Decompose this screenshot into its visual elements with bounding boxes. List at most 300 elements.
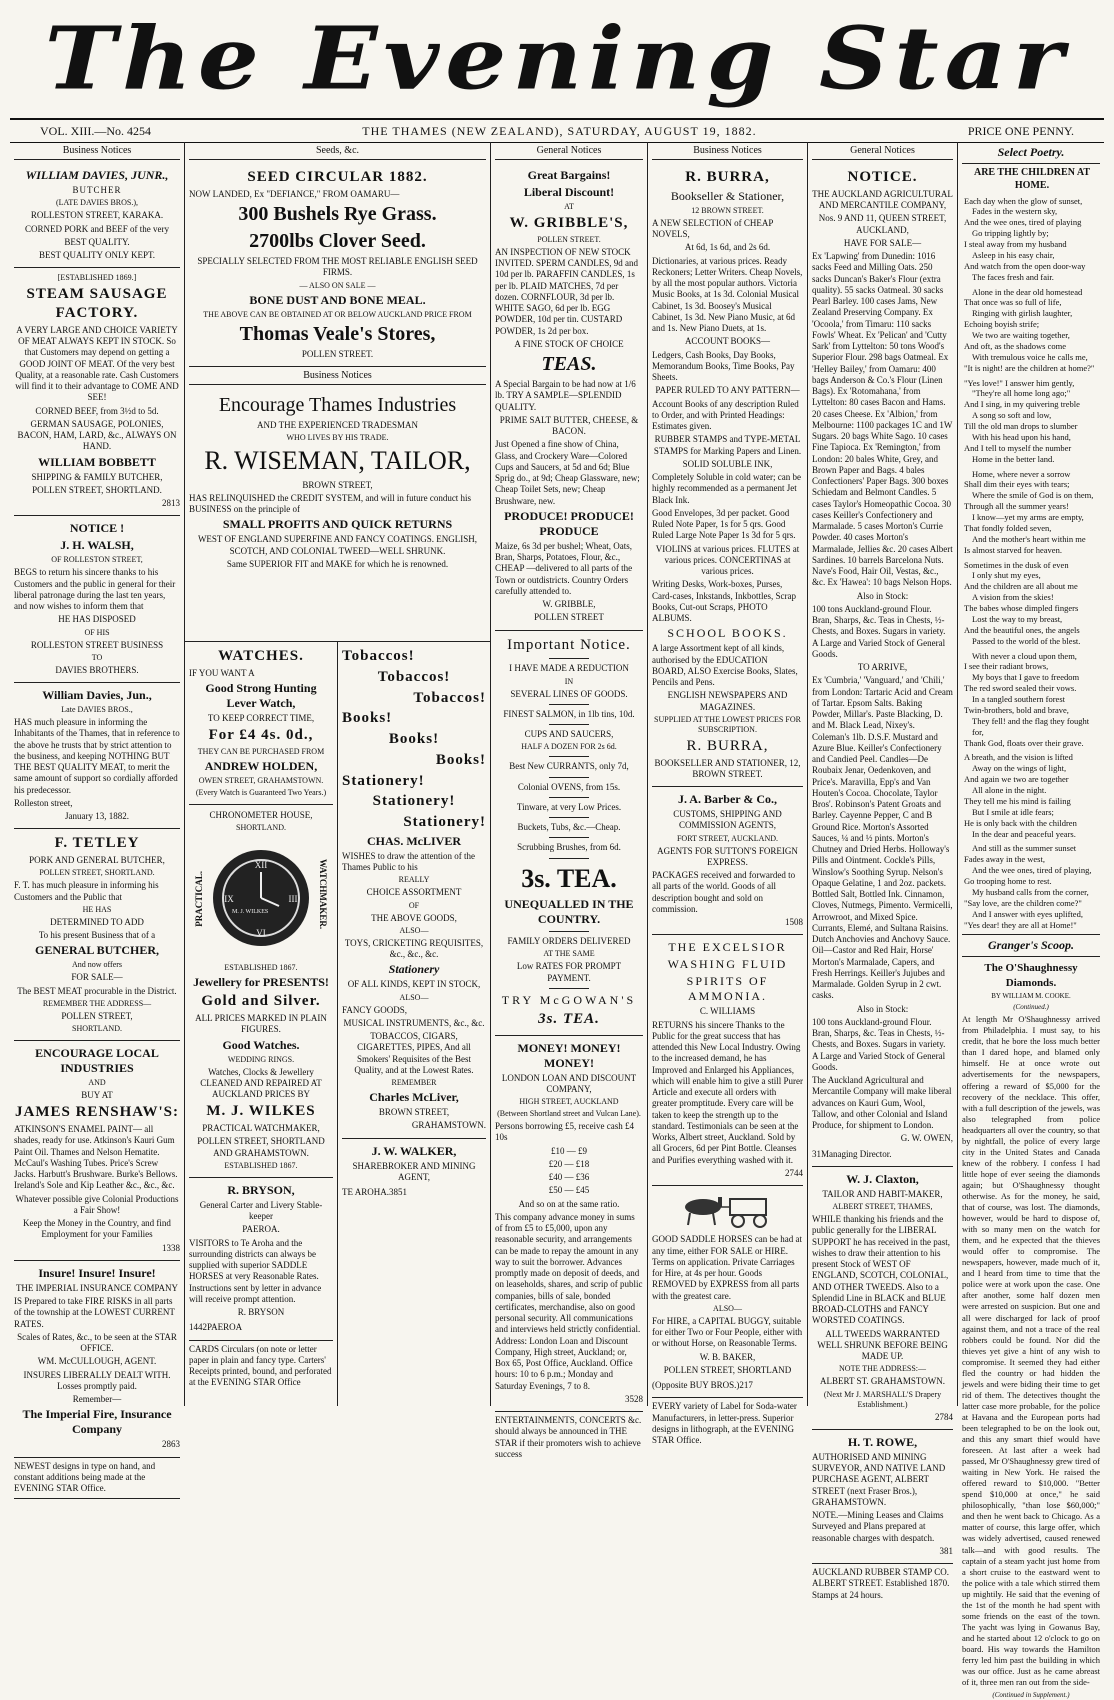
ad-number: 217	[739, 1380, 753, 1390]
poem-line: Shall dim their eyes with tears;	[964, 479, 1070, 490]
ad-line: TE AROHA.	[342, 1187, 389, 1197]
ad-name: ANDREW HOLDEN,	[204, 759, 318, 773]
ad-line: And now offers	[71, 960, 123, 970]
ad-rubber-stamp: AUCKLAND RUBBER STAMP CO. ALBERT STREET. Established 1870. Stamps at 24 hours.	[812, 1567, 950, 1600]
ad-line: ESTABLISHED 1867.	[224, 1160, 298, 1170]
poem-line: Fades in the western sky,	[972, 206, 1058, 217]
poem-line: Passed to the world of the blest.	[972, 635, 1081, 646]
ad-line: THE ABOVE GOODS,	[371, 912, 457, 923]
poem-line: And still as the summer sunset	[972, 843, 1077, 854]
ad-line: C. WILLIAMS	[699, 1006, 756, 1017]
poem-line: All alone in the night.	[972, 785, 1047, 796]
ad-line: Jewellery for PRESENTS!	[193, 975, 329, 990]
ad-number: 3528	[625, 1393, 643, 1404]
ad-line: OF HIS	[84, 627, 110, 637]
ad-line: HIGH STREET, AUCKLAND	[519, 1097, 619, 1106]
ad-name: R. BURRA,	[686, 737, 769, 754]
ad-line: WM. McCULLOUGH, AGENT.	[37, 1356, 157, 1367]
poem-line: He is only back with the children	[964, 817, 1077, 828]
ad-wiseman	[189, 388, 486, 576]
ad-walsh	[14, 516, 180, 683]
ad-line: TOBACCOS, CIGARS, CIGARETTES, PIPES, And all Smokers' Requisites of the Best Quality, and at the Lowest Rates.	[354, 1031, 474, 1075]
poem-line: They tell me his mind is failing	[964, 795, 1071, 806]
ad-line: SHAREBROKER AND MINING AGENT,	[352, 1160, 476, 1182]
ad-line: And so on at the same ratio.	[518, 1198, 620, 1209]
ad-number: 1338	[162, 1242, 180, 1253]
ad-line: Remember—	[72, 1394, 122, 1404]
poem-line: With never a cloud upon them,	[972, 650, 1077, 661]
ad-number: 2863	[162, 1439, 180, 1450]
ad-name: H. T. ROWE,	[847, 1434, 918, 1449]
poem-line: And oft, as the shadows come	[964, 340, 1066, 351]
ad-line: SOLID SOLUBLE INK,	[682, 458, 773, 469]
ad-title: NOTICE.	[847, 169, 918, 185]
ad-line: SCHOOL BOOKS.	[667, 626, 788, 641]
ad-line: Watches, Clocks & Jewellery CLEANED AND REPAIRED AT AUCKLAND PRICES BY	[200, 1066, 322, 1099]
ad-line: THE IMPERIAL INSURANCE COMPANY	[15, 1282, 179, 1293]
dateline	[10, 118, 1104, 143]
poem-line: "Yes dear! they are all at Home!"	[964, 919, 1077, 930]
ad-line: BOOKSELLER AND STATIONER, 12, BROWN STREET.	[654, 757, 801, 779]
ad-line: (Opposite BUY BROS.)	[652, 1380, 740, 1390]
poem-line: Ringing with girlish laughter,	[972, 308, 1073, 319]
ad-body: Ledgers, Cash Books, Day Books, Memorandum Books, Time Books, Pay Sheets.	[652, 349, 795, 382]
ad-line: TAILOR AND HABIT-MAKER,	[822, 1188, 943, 1199]
masthead	[0, 0, 1114, 118]
column-header: Business Notices	[189, 367, 486, 385]
ad-watches	[189, 642, 333, 805]
poem-line: And again we two are together	[964, 774, 1069, 785]
ad-line: AT	[564, 202, 574, 211]
poem-line: We two are waiting together,	[972, 330, 1070, 341]
ad-line: January 13, 1882.	[65, 811, 129, 821]
column-6	[958, 142, 1104, 1700]
ad-body: HAS much pleasure in informing the Inhabitants of the Thames, that in reference to the above he trusts that by strict attention to the business, and keeping NOTHING BUT THE BEST QUALITY MEAT, to merit the same amount of support so cordially afforded his predecessor.	[14, 717, 180, 795]
poem-line: Thank God, floats over their grave.	[964, 737, 1084, 748]
ad-line: (Between Shortland street and Vulcan Lane).	[497, 1109, 641, 1118]
ad-line: Stationery!	[372, 793, 456, 810]
ad-body: PACKAGES received and forwarded to all parts of the world. Goods of all description bought and sold on commission.	[652, 870, 796, 914]
ad-number: 3851	[389, 1187, 407, 1197]
ad-cards: CARDS Circulars (on note or letter paper in plain and fancy type. Carters' Receipts printed, bound, and perforated at the EVENING STAR Office	[189, 1343, 332, 1388]
column-header: Business Notices	[652, 142, 803, 160]
column-header: Seeds, &c.	[189, 142, 486, 160]
ad-line: FANCY GOODS,	[342, 1004, 408, 1015]
poem-line: The babes whose dimpled fingers	[964, 603, 1079, 614]
ad-line: PRODUCE! PRODUCE! PRODUCE	[504, 508, 634, 538]
ad-line: LONDON LOAN AND DISCOUNT COMPANY,	[501, 1072, 637, 1094]
ad-line: Scrubbing Brushes, from 6d.	[517, 842, 621, 853]
ad-line: GRAHAMSTOWN.	[411, 1120, 486, 1131]
ad-line: (LATE DAVIES BROS.),	[55, 198, 139, 208]
ad-body: This company advance money in sums of from £5 to £5,000, upon any reasonable security, and arrangements can be made to repay the amount in any way to suit the borrower. Advances promptly made on deposit of deeds, and on leaseholds, shares, and scrip of public companies, bills of sale, bonded certificates, merchandise, also on good personal security. All communications and interviews held strictly confidential. Address: London Loan and Discount Company, High street, Auckland; or, Box 65, Post Office, Auckland. Office hours: 10 to 6 p.m.; Monday and Saturday Evenings, 7 to 8.	[495, 1211, 643, 1391]
ad-line: Scales of Rates, &c., to be seen at the STAR OFFICE.	[17, 1331, 177, 1353]
ad-line: Bookseller & Stationer,	[670, 188, 785, 203]
rate-row: £50 — £45	[548, 1185, 590, 1196]
ad-line: PAEROA.	[242, 1224, 280, 1235]
ad-line: Best New CURRANTS, only 7d,	[509, 761, 629, 772]
poem-line: "They're all home long ago;"	[972, 388, 1071, 399]
poem-line: With his head upon his hand,	[972, 431, 1071, 442]
ad-body: Just Opened a fine show of China, Glass, and Crockery Ware—Colored Cups and Saucers, at 5d and 6d; Blue Sprig do., at 9d; Cheap Glassware, new; Cheap Toilet Sets, new; Cheap Brushware, new.	[495, 439, 640, 506]
story-continued: (Continued.)	[1013, 1003, 1049, 1012]
ad-line: Liberal Discount!	[523, 185, 615, 199]
ad-line: THE EXCELSIOR	[668, 940, 787, 955]
poem-title: ARE THE CHILDREN AT HOME.	[973, 167, 1091, 191]
poem-line: I only shut my eyes,	[972, 570, 1041, 581]
ad-body: F. T. has much pleasure in informing his Customers and the Public that	[14, 880, 159, 902]
ad-line: The BEST MEAT procurable in the District.	[17, 985, 177, 996]
ad-rowe	[812, 1430, 953, 1564]
ad-number: 2813	[162, 498, 180, 508]
ad-burra	[652, 163, 803, 787]
ad-line: — ALSO ON SALE —	[299, 280, 376, 290]
column-header: Granger's Scoop.	[962, 934, 1100, 957]
rate-row: £10 — £9	[551, 1145, 587, 1156]
volume-number: VOL. XIII.—No. 4254	[40, 123, 151, 138]
ad-line: (Next Mr J. MARSHALL'S Drapery Establishment.)	[823, 1389, 942, 1409]
ad-line: POLLEN STREET, SHORTLAND AND GRAHAMSTOWN.	[197, 1136, 325, 1158]
svg-text:III: III	[288, 894, 298, 905]
ad-line: SPECIALLY SELECTED FROM THE MOST RELIABLE ENGLISH SEED FIRMS.	[197, 256, 478, 278]
ad-walker	[342, 1139, 486, 1205]
story-body: At length Mr O'Shaughnessy arrived from Philadelphia. I must say, to his credit, that he bore the loss much better than I dared hope, and blamed only himself. He at once wrote out advertisements for the newspapers, offering a reward of $5,000 for the recovery of the necklace. This offer, with a full description of the jewels, was also telegraphed from police headquarters all over the country, so that by nightfall, the police of every large city in the United States and Canada knew of the robbery. I confess I had little hope of ever seeing the diamonds again; but O'Shaughnessy thought otherwise. As for the money, he said, that of course, was lost. The diamonds, however, would be hard to dispose of, with so many men on the watch for them, and he expected that the thieves would offer to compromise. The newspapers, however, made much of it, and I heard from time to time that the police were at work upon the case. One after another, some half dozen men were arrested on suspicion. But one and all were discharged for lack of proof against them, and not a trace of the real robbers could be found. Nor did the thieves yet give a hint of any wish to compromise. It seemed they had either fled the country or had hidden the jewels and were biding their time to get rid of them. The detectives thought the latter case more probable, for the police at Havana and the European ports had been telegraphed to be on the look out, and this any smart thief would have foreseen. At last after a week had passed, Mr O'Shaughnessy grew tired of waiting in New York. He raised the offered reward to $10,000. "Better spend $10,000 at once," he said philosophically, "than lose $60,000;" and then he went back to Chicago. As a matter of course, this large offer, which was widely advertised, caused renewed talk—and with good results. The captain of a steam yacht just home from a short cruise to the eastward went to the police with a tale which stirred them up mightily. He said that the evening of the 1st of the month he had spent with some friends on the east of the town. The yacht was lying in Gowanus Bay, and he started about 12 o'clock to go on board. His way towards the Hamilton ferry led him past the building in which was our office. Just as he came abreast of it, three men ran out from the side-	[962, 1014, 1100, 1688]
ad-line: Same SUPERIOR FIT and MAKE for which he is renowned.	[226, 558, 449, 569]
ad-line: Nos. 9 AND 11, QUEEN STREET, AUCKLAND,	[818, 213, 947, 235]
ad-line: SMALL PROFITS AND QUICK RETURNS	[222, 517, 453, 532]
ad-line: Also in Stock:	[856, 1003, 909, 1014]
ad-line: HALF A DOZEN FOR 2s 6d.	[521, 742, 617, 752]
ad-number: 381	[939, 1545, 953, 1556]
ad-important-notice	[495, 631, 643, 1036]
poem-line: And I answer with eyes uplifted,	[972, 908, 1083, 919]
ad-name: W. GRIBBLE'S,	[509, 215, 629, 231]
ad-line: SHORTLAND.	[236, 823, 286, 833]
ad-line: Great Bargains!	[527, 168, 611, 182]
ad-line: FORT STREET, AUCKLAND.	[676, 833, 778, 843]
ad-davies-butcher	[14, 163, 180, 268]
ad-chronometer-house	[189, 805, 333, 1178]
poem	[962, 167, 1100, 930]
ad-body: AN INSPECTION OF NEW STOCK INVITED. SPERM CANDLES, 9d and 10d per lb. PARAFFIN CANDLES, 1s per lb. PLAID MATCHES, 7d per dozen. CORNFLOUR, 3d per lb. WHITE SAGO, 6d per lb. EGG POWDER, 10d per tin. CUSTARD POWDER, 1s 2d per box.	[495, 246, 638, 336]
column-3	[491, 142, 648, 1459]
ad-line: ALSO—	[399, 925, 429, 935]
ad-line: FOR SALE—	[71, 972, 123, 983]
ad-line: SEVERAL LINES OF GOODS.	[510, 688, 628, 699]
ad-money	[495, 1036, 643, 1413]
ad-excelsior	[652, 935, 803, 1186]
ad-line: Stationery	[388, 962, 440, 977]
poem-line: That once was so full of life,	[964, 297, 1062, 308]
ad-line: MUSICAL INSTRUMENTS, &c., &c.	[343, 1017, 485, 1028]
column-1	[10, 142, 185, 1493]
ad-line: CORNED BEEF, from 3½d to 5d.	[35, 405, 159, 416]
rate-row: £20 — £18	[548, 1158, 590, 1169]
column-header: Select Poetry.	[962, 142, 1100, 164]
ad-line: Late DAVIES BROS.,	[61, 705, 133, 714]
ad-line: POLLEN STREET	[534, 612, 604, 623]
poem-line: Where the smile of God is on them,	[972, 490, 1094, 501]
ad-line: UNEQUALLED IN THE COUNTRY.	[504, 897, 634, 926]
poem-line: In a tangled southern forest	[972, 694, 1065, 705]
ad-line: POLLEN STREET, SHORTLAND.	[39, 868, 155, 878]
ad-line: A Special Bargain to be had now at 1/6 lb. TRY A SAMPLE—SPLENDID QUALITY.	[495, 379, 636, 412]
column-2b-lower	[338, 642, 491, 1406]
ad-line: PAPER RULED TO ANY PATTERN—	[655, 385, 800, 396]
ad-body: AUTHORISED AND MINING SURVEYOR, AND NATIVE LAND PURCHASE AGENT, ALBERT STREET (next Fraser Bros.), GRAHAMSTOWN.	[812, 1451, 946, 1507]
ad-body: GOOD SADDLE HORSES can be had at any time, either FOR SALE or HIRE. Terms on application. Private Carriages for Hire, at 4s per hour. Goods REMOVED by EXPRESS from all parts with the greatest care.	[652, 1234, 802, 1301]
ad-body: The Auckland Agricultural and Mercantile Company will make liberal advances on Kauri Gum, Wool, Tallow, and other Colonial and Island Produce, for shipment to London.	[812, 1075, 952, 1130]
ad-line: BUY AT	[81, 1090, 113, 1100]
ad-body: IS Prepared to take FIRE RISKS in all parts of the township at the LOWEST CURRENT RATES.	[14, 1296, 175, 1329]
ad-line: BEST QUALITY.	[64, 236, 130, 247]
poem-line: Each day when the glow of sunset,	[964, 195, 1083, 206]
ad-line: Tobaccos!	[413, 689, 486, 706]
ad-line: THEY CAN BE PURCHASED FROM	[197, 747, 325, 756]
ad-line: Good Watches.	[222, 1037, 300, 1052]
ad-line: 2700lbs Clover Seed.	[249, 230, 426, 252]
ad-line: Books!	[435, 751, 486, 768]
ad-body: Completely Soluble in cold water; can be highly recommended as a permanent Jet Black Ink.	[652, 472, 801, 505]
ad-line: IF YOU WANT A	[189, 667, 255, 678]
column-header: General Notices	[812, 142, 953, 160]
ad-body: Dictionaries, at various prices. Ready Reckoners; Letter Writers. Cheap Novels, by all the most popular authors. Victoria Music Books, at 1s 3d. Colonial Musical Cabinet, 1s 3d. Boosey's Musical Cabinet, 1s 3d. New Piano Music, at 6d and 1s. New Piano Duets, at 1s.	[652, 255, 803, 333]
poem-line: Go tripping lightly by;	[972, 228, 1049, 239]
ad-body: Account Books of any description Ruled to Order, and with Printed Headings: Estimates given.	[652, 398, 799, 431]
ad-name: J. H. WALSH,	[60, 538, 134, 553]
ad-line: CUPS AND SAUCERS,	[524, 729, 614, 739]
ad-line: ALBERT STREET, THAMES,	[832, 1202, 933, 1211]
poem-line: And I tell to myself the number	[964, 442, 1072, 453]
ad-line: BEST QUALITY ONLY KEPT.	[38, 250, 156, 260]
ad-body: 100 tons Auckland-ground Flour. Bran, Sharps, &c. Teas in Chests, ½-Chests, and Boxes. Sugars in variety. A Large and Varied Stock of General Goods.	[812, 1016, 946, 1072]
ad-title: SEED CIRCULAR 1882.	[247, 169, 428, 185]
ad-line: Whatever possible give Colonial Productions a Fair Show!	[15, 1193, 179, 1215]
ad-bobbett	[14, 268, 180, 516]
ad-line: TRY McGOWAN'S	[501, 992, 637, 1007]
ad-line: 12 BROWN STREET.	[691, 205, 764, 215]
ad-line: AT THE SAME	[543, 949, 595, 959]
ad-claxton	[812, 1167, 953, 1430]
poem-line: And I sing, in my quivering treble	[964, 399, 1080, 410]
ad-line: SHORTLAND.	[72, 1024, 122, 1033]
clock-illustration	[194, 839, 328, 957]
poem-line: Twin-brothers, bold and brave,	[964, 704, 1069, 715]
ad-line: Persons borrowing £5, receive cash £4 10s	[495, 1121, 634, 1143]
ad-line: FINEST SALMON, in 1lb tins, 10d.	[503, 708, 635, 719]
ad-line: W. B. BAKER,	[699, 1351, 756, 1362]
ad-body: A large Assortment kept of all kinds, authorised by the EDUCATION BOARD, ALSO Exercise Books, Slates, Pencils and Pens.	[652, 643, 798, 687]
ad-line: Keep the Money in the Country, and find Employment for your Families	[23, 1218, 171, 1240]
ad-line: WEDDING RINGS.	[227, 1054, 295, 1064]
ad-line: ESTABLISHED 1867.	[224, 963, 298, 973]
ad-name: WILLIAM BOBBETT	[38, 454, 156, 469]
ad-line: NOTICE !	[69, 521, 125, 536]
ad-body: HAS RELINQUISHED the CREDIT SYSTEM, and will in future conduct his BUSINESS on the principle of	[189, 492, 472, 514]
ad-name: F. TETLEY	[54, 835, 140, 852]
poem-line: Through all the summer years!	[964, 501, 1069, 512]
clock-dial-text: M. J. WILKES	[232, 909, 269, 916]
ad-line: To his present Business that of a	[38, 930, 156, 940]
poem-line: The red sword sealed their vows.	[964, 683, 1077, 694]
ad-number: 1508	[785, 917, 803, 927]
horse-carriage-icon	[668, 1189, 788, 1229]
ad-line: GERMAN SAUSAGE, POLONIES, BACON, HAM, LARD, &c., ALWAYS ON HAND.	[17, 418, 177, 452]
ad-line: Stationery!	[342, 772, 425, 789]
poem-line: Away on the wings of light,	[972, 763, 1067, 774]
ad-name: J. W. WALKER,	[371, 1143, 457, 1158]
poem-line: Is almost starved for heaven.	[964, 544, 1062, 555]
ad-number: 31	[812, 1148, 821, 1159]
ad-line: General Carter and Livery Stable-keeper	[199, 1199, 323, 1221]
ad-line: TO	[91, 652, 103, 662]
ad-number: 1442	[189, 1322, 207, 1333]
clock-side-label: WATCHMAKER.	[318, 859, 328, 930]
ad-line: DAVIES BROTHERS.	[55, 664, 139, 675]
ad-insurance	[14, 1261, 180, 1458]
ad-body: ATKINSON'S ENAMEL PAINT— all shades, ready for use. Atkinson's Kauri Gum Paint Oil. Thames and Nelson Hematite. McCaul's Washing Tubes. Price's Screw Jacks. Harbutt's Brushware. Burke's Bellows. Ireland's Sole and Kip Leather &c., &c., &c.	[14, 1124, 178, 1191]
column-header: Business Notices	[14, 142, 180, 160]
clock-face-icon	[211, 848, 311, 948]
ad-title: WATCHES.	[218, 648, 304, 664]
poem-line: "It is night! are the children at home?"	[964, 362, 1095, 373]
ad-line: IN	[564, 676, 574, 686]
ad-line: RUBBER STAMPS and TYPE-METAL STAMPS for Marking Papers and Linen.	[653, 434, 802, 456]
ad-name: R. WISEMAN, TAILOR,	[204, 446, 471, 475]
poem-line: That fondly folded seven,	[964, 522, 1052, 533]
ad-line: ROLLESTON STREET, KARAKA.	[30, 210, 164, 221]
ad-line: (Every Watch is Guaranteed Two Years.)	[195, 788, 327, 797]
rate-row: £40 — £36	[548, 1172, 590, 1182]
ad-line: PAEROA	[207, 1322, 243, 1333]
ad-line: POLLEN STREET, SHORTLAND.	[32, 484, 162, 495]
ad-line: PORK AND GENERAL BUTCHER,	[29, 855, 165, 865]
poem-line: Echoing boyish strife;	[964, 319, 1040, 330]
ad-line: THE AUCKLAND AGRICULTURAL AND MERCANTILE COMPANY,	[812, 188, 953, 210]
ad-baker	[652, 1186, 803, 1398]
poem-line: Till the old man drops to slumber	[964, 421, 1078, 432]
ad-line: [ESTABLISHED 1869.]	[57, 273, 137, 283]
ad-line: Stationery!	[403, 814, 486, 830]
ad-title: Encourage Thames Industries	[218, 393, 457, 416]
ad-line: Managing Director.	[821, 1148, 892, 1159]
clock-side-label: PRACTICAL.	[194, 871, 204, 928]
story-byline: BY WILLIAM M. COOKE.	[991, 992, 1071, 1001]
ad-line: BROWN STREET,	[378, 1107, 450, 1117]
ad-body: For HIRE, a CAPITAL BUGGY, suitable for either Two or Four People, either with or without Horse, on Reasonable Terms.	[652, 1315, 803, 1349]
ad-body: Maize, 6s 3d per bushel; Wheat, Oats, Bran, Sharps, Potatoes, Flour, &c., CHEAP —delivered to all parts of the Town or outdistricts. Country Orders carefully attended to.	[495, 540, 633, 596]
ad-line: ALBERT ST. GRAHAMSTOWN.	[820, 1376, 945, 1387]
column-header: General Notices	[495, 142, 643, 160]
ad-line: OF	[408, 900, 420, 910]
ad-line: VIOLINS at various prices. FLUTES at various prices. CONCERTINAS at various prices.	[655, 543, 800, 576]
poem-line: Alone in the dear old homestead	[972, 286, 1083, 297]
ad-line: HE HAS DISPOSED	[58, 614, 136, 625]
ad-name: William Davies, Jun.,	[42, 688, 152, 702]
ad-line: A NEW SELECTION of CHEAP NOVELS,	[652, 217, 773, 239]
ad-name: J. A. Barber & Co.,	[677, 792, 778, 806]
ad-line: 300 Bushels Rye Grass.	[238, 203, 437, 225]
ad-line: ALSO—	[399, 992, 429, 1002]
ad-line: OF ALL KINDS, KEPT IN STOCK,	[347, 979, 481, 990]
poem-line: A vision from the skies!	[972, 592, 1054, 603]
ad-line: W. GRIBBLE,	[542, 599, 596, 609]
poem-line: A breath, and the vision is lifted	[964, 752, 1073, 763]
ad-line: Low RATES FOR PROMPT PAYMENT.	[516, 961, 622, 983]
ad-tetley	[14, 829, 180, 1041]
ad-line: Books!	[342, 710, 393, 727]
poem-line: "Yes love!" I answer him gently,	[964, 377, 1075, 388]
ad-name: CHAS. McLIVER	[366, 833, 461, 848]
ad-line: FAMILY ORDERS DELIVERED	[507, 936, 631, 946]
ad-line: At 6d, 1s 6d, and 2s 6d.	[684, 242, 771, 253]
ad-line: TEAS.	[541, 353, 597, 375]
poem-lines	[964, 196, 1100, 931]
serial-story	[962, 961, 1100, 1700]
ad-line: I HAVE MADE A REDUCTION	[509, 663, 629, 674]
ad-line: POLLEN STREET,	[61, 1010, 133, 1021]
ad-line: CUSTOMS, SHIPPING AND COMMISSION AGENTS,	[673, 809, 782, 831]
poem-line: And the children are all about me	[964, 581, 1078, 592]
ad-title: ENCOURAGE LOCAL INDUSTRIES	[35, 1046, 159, 1075]
ad-body: A VERY LARGE AND CHOICE VARIETY OF MEAT ALWAYS KEPT IN STOCK. So that Customers may depend on getting a GOOD JOINT OF MEAT. Of the very best Quality, at a reasonable rate. Cash Customers will find it to their advantage to COME AND SEE!	[15, 324, 179, 403]
poem-line: I know—yet my arms are empty,	[972, 512, 1084, 523]
ad-line: AND THE EXPERIENCED TRADESMAN	[257, 419, 418, 430]
ad-body: WISHES to draw the attention of the Thames Public to his	[342, 850, 475, 872]
ad-line: BUTCHER	[72, 185, 122, 195]
poem-line: And the mother's heart within me	[972, 533, 1086, 544]
ad-line: Tinware, at very Low Prices.	[516, 801, 622, 812]
ad-line: GENERAL BUTCHER,	[34, 943, 160, 958]
poem-line: Sometimes in the dusk of even	[964, 559, 1069, 570]
ad-line: POLLEN STREET.	[537, 234, 601, 244]
ad-line: ALL TWEEDS WARRANTED WELL SHRUNK BEFORE BEING MADE UP.	[817, 1328, 948, 1361]
ad-line: ENGLISH NEWSPAPERS AND MAGAZINES.	[667, 690, 788, 712]
svg-text:XII: XII	[254, 860, 268, 871]
ad-line: HE HAS	[82, 904, 112, 914]
poem-line: A song so soft and low,	[972, 410, 1052, 421]
poem-line: But I smile at idle fears;	[972, 806, 1054, 817]
ad-title: STEAM SAUSAGE FACTORY.	[26, 286, 168, 321]
ad-line: Tobaccos!	[377, 668, 451, 685]
poem-line: They fell! and the flag they fought for,	[972, 715, 1090, 737]
story-end-note: (Continued in Supplement.)	[992, 1691, 1070, 1700]
ad-seed-circular	[189, 163, 486, 367]
ad-body: WHILE thanking his friends and the public generally for the LIBERAL SUPPORT he has received in the past, wishes to draw their attention to his present Stock of WEST OF ENGLAND, SCOTCH, COLONIAL, AND OTHER TWEEDS. Also to a Splendid Line in BLACK and BLUE BROAD-CLOTHS and FANCY WORSTED COATINGS.	[812, 1214, 951, 1326]
ad-line: CHOICE ASSORTMENT	[366, 887, 462, 898]
ad-body: Ex 'Lapwing' from Dunedin: 1016 sacks Feed and Milling Oats. 250 sacks Duncan's Baker's Flour (extra quality). 55 sacks Oatmeal. 30 sacks Pearl Barley. 100 cases Jams, New Zealand Preserving Company. Ex 'Ocoola,' from Timaru: 110 sacks Fowls' Wheat. Ex 'Pelican' and 'Cutty Sark' from Lyttelton: 50 tons Wood's Superior Flour. 298 bags Oatmeal. Ex 'Helley Bailey,' from Oamaru: 400 bags Anderson & Co.'s Flour (Linen Bags). Ex 'Rotomahana,' from Lyttelton: 80 cases Bacon and Hams. 20 cases Cheese. Ex 'Albion,' from Melbourne: 1100 packages 1C and 1W Sugars. 20 bags White Sago. 10 cases Fine Tapioca. Ex 'Remington,' from London: 20 bales White, Grey, and Brown Paper and Bags. 4 bales Confectioners' Paper Bags. 300 boxes Schiedam and Belmont Candles. 5 cases Taylor's Homeopathic Cocoa. 30 cases Keiller's Confectionery and Marmalade. 5 cases Morton's Currie Powder. 40 cases Morton's Marmalade, Jellies &c. 20 cases Albert Sardines. 10 barrels Barcelona Nuts. Nave's Food, Hair Oil, Vestas, &c., &c. Ex 'Hawea': 10 bags Nelson Hops.	[812, 251, 953, 588]
ad-line: SUPPLIED AT THE LOWEST PRICES FOR SUBSCRIPTION.	[654, 714, 801, 734]
ad-line: TO KEEP CORRECT TIME,	[207, 713, 315, 723]
ad-line: OWEN STREET, GRAHAMSTOWN.	[198, 776, 324, 785]
ad-line: Colonial OVENS, from 15s.	[517, 781, 621, 792]
ad-name: WILLIAM DAVIES, JUNR.,	[25, 168, 169, 182]
columns	[10, 142, 1104, 1700]
ad-line: The Imperial Fire, Insurance Company	[22, 1407, 172, 1437]
ad-line: AND	[88, 1078, 106, 1087]
poem-line: I see their radiant brows,	[964, 661, 1049, 672]
ad-line: BROWN STREET,	[302, 479, 373, 490]
ad-line: POLLEN STREET, SHORTLAND	[663, 1364, 792, 1375]
ad-line: NOW LANDED, Ex "DEFIANCE," FROM OAMARU—	[189, 188, 400, 199]
ad-line: For £4 4s. 0d.,	[208, 727, 314, 744]
ad-line: 3s. TEA.	[521, 863, 617, 893]
ad-line: ALSO—	[713, 1303, 742, 1313]
svg-text:IX: IX	[224, 894, 234, 905]
poem-line: I steal away from my husband	[964, 239, 1067, 250]
ad-every-variety: EVERY variety of Label for Soda-water Manufacturers, in letter-press. Superior designs in lithograph, at the EVENING STAR Office.	[652, 1401, 797, 1445]
ad-name: R. BURRA,	[685, 169, 770, 185]
